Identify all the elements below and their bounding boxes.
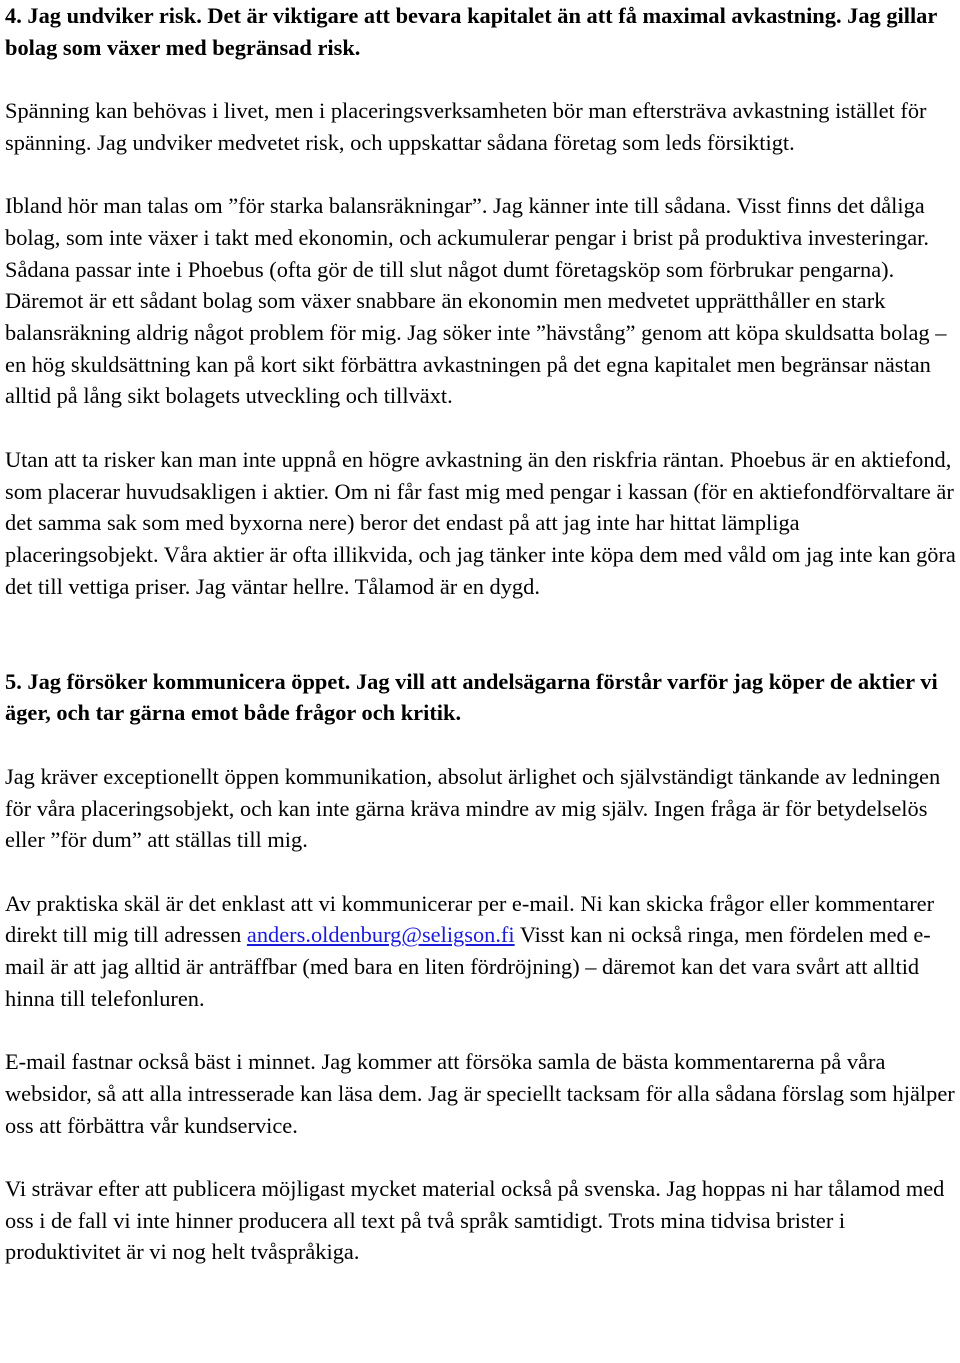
section-4-paragraph-2: Ibland hör man talas om ”för starka balansräkningar”. Jag känner inte till sådana. Visst finns det dåliga bolag, som inte växer i takt med ekonomin, och ackumulerar pengar i brist på produktiva investeringar. Sådana passar inte i Phoebus (ofta gör de till slut något dumt företagsköp som förbrukar pengarna). Däremot är ett sådant bolag som växer snabbare än ekonomin men medvetet upprätthåller en stark balansräkning aldrig något problem för mig. Jag söker inte ”hävstång” genom att köpa skuldsatta bolag – en hög skuldsättning kan på kort sikt förbättra avkastningen på det egna kapitalet men begränsar nästan alltid på lång sikt bolagets utveckling och tillväxt. bbox=[5, 193, 947, 409]
section-5-paragraph-1: Jag kräver exceptionellt öppen kommunikation, absolut ärlighet och självständigt tänkande av ledningen för våra placeringsobjekt, och kan inte gärna kräva mindre av mig själv. Ingen fråga är för betydelselös eller ”för dum” att ställas till mig. bbox=[5, 763, 941, 853]
section-5-paragraph-2-end: Visst kan ni också ringa, men fördelen med e-mail är att jag alltid är anträffbar (med bara en liten fördröjning) – däremot kan det vara svårt att alltid hinna till telefonluren. bbox=[5, 922, 931, 1011]
section-4-paragraph-1: Spänning kan behövas i livet, men i placeringsverksamheten bör man eftersträva avkastning istället för spänning. Jag undviker medvetet risk, och uppskattar sådana företag som leds försiktigt. bbox=[5, 98, 927, 155]
section-4-heading: 4. Jag undviker risk. Det är viktigare att bevara kapitalet än att få maximal avkastning. Jag gillar bolag som växer med begränsad risk. bbox=[5, 3, 937, 60]
document-page bbox=[5, 0, 957, 1268]
section-5-heading: 5. Jag försöker kommunicera öppet. Jag vill att andelsägarna förstår varför jag köper de aktier vi äger, och tar gärna emot både frågor och kritik. bbox=[5, 668, 938, 726]
email-link[interactable]: anders.oldenburg@seligson.fi bbox=[246, 922, 515, 948]
section-4-paragraph-3: Utan att ta risker kan man inte uppnå en högre avkastning än den riskfria räntan. Phoebus är en aktiefond, som placerar huvudsakligen i aktier. Om ni får fast mig med pengar i kassan (för en aktiefondförvaltare är det samma sak som med byxorna nere) beror det endast på att jag inte har hittat lämpliga placeringsobjekt. Våra aktier är ofta illikvida, och jag tänker inte köpa dem med våld om jag inte kan göra det till vettiga priser. Jag väntar hellre. Tålamod är en dygd. bbox=[5, 446, 956, 599]
section-5-paragraph-2-start: Av praktiska skäl är det enklast att vi kommunicerar per e-mail. Ni kan skicka frågor eller kommentarer direkt till mig till adressen bbox=[5, 890, 935, 948]
section-5-paragraph-3: E-mail fastnar också bäst i minnet. Jag kommer att försöka samla de bästa kommentarerna på våra websidor, så att alla intresserade kan läsa dem. Jag är speciellt tacksam för alla sådana förslag som hjälper oss att förbättra vår kundservice. bbox=[5, 1049, 955, 1138]
section-5-paragraph-2 bbox=[5, 888, 957, 1015]
section-5-paragraph-4: Vi strävar efter att publicera möjligast mycket material också på svenska. Jag hoppas ni har tålamod med oss i de fall vi inte hinner producera all text på två språk samtidigt. Trots mina tidvisa brister i produktivitet är vi nog helt tvåspråkiga. bbox=[5, 1175, 945, 1265]
